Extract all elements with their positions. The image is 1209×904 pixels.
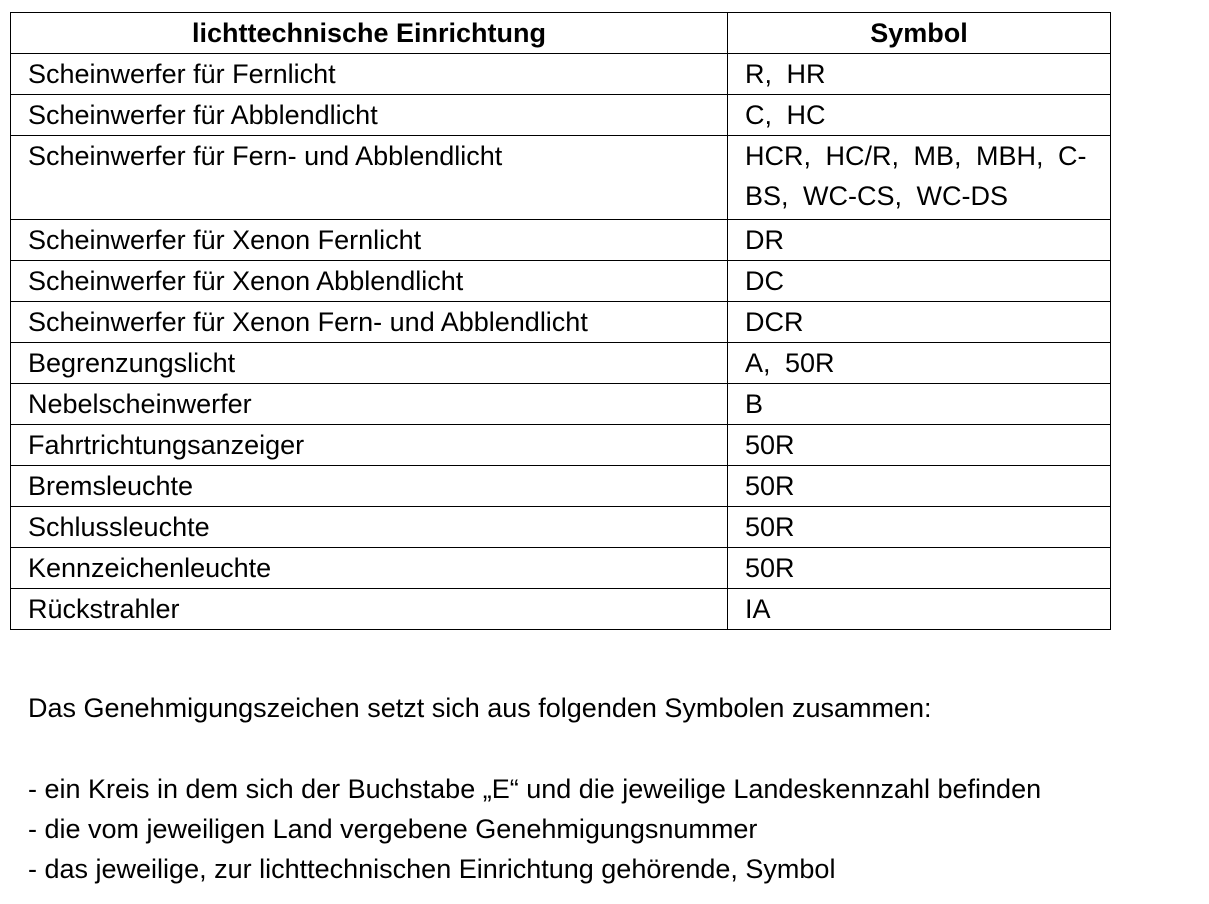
device-cell: Fahrtrichtungsanzeiger [11,425,728,466]
list-item: - ein Kreis in dem sich der Buchstabe „E“ und die jeweilige Landeskennzahl befinden [28,774,1042,804]
device-cell: Nebelscheinwerfer [11,384,728,425]
list-item: - die vom jeweiligen Land vergebene Genehmigungsnummer [28,814,758,844]
symbol-cell: DCR [728,302,1111,343]
device-cell: Bremsleuchte [11,466,728,507]
column-header-device: lichttechnische Einrichtung [11,13,728,54]
table-row [11,261,1111,302]
table-row [11,589,1111,630]
device-cell: Begrenzungslicht [11,343,728,384]
symbol-cell: 50R [728,425,1111,466]
table-row [11,302,1111,343]
table-row [11,384,1111,425]
symbol-cell: 50R [728,507,1111,548]
symbol-cell: DR [728,220,1111,261]
table-row [11,466,1111,507]
device-cell: Schlussleuchte [11,507,728,548]
table-row [11,54,1111,95]
notes-intro: Das Genehmigungszeichen setzt sich aus folgenden Symbolen zusammen: [28,693,932,723]
device-cell: Scheinwerfer für Fern- und Abblendlicht [11,136,728,220]
table-row [11,425,1111,466]
table-row [11,136,1111,220]
approval-mark-notes [28,688,1041,889]
table-header-row [11,13,1111,54]
device-cell: Scheinwerfer für Xenon Abblendlicht [11,261,728,302]
device-cell: Rückstrahler [11,589,728,630]
symbol-cell: B [728,384,1111,425]
symbol-cell: 50R [728,548,1111,589]
symbol-cell: DC [728,261,1111,302]
symbol-cell: A, 50R [728,343,1111,384]
table-row [11,95,1111,136]
symbol-cell: 50R [728,466,1111,507]
symbol-cell: HCR, HC/R, MB, MBH, C-BS, WC-CS, WC-DS [728,136,1111,220]
device-cell: Scheinwerfer für Fernlicht [11,54,728,95]
device-cell: Scheinwerfer für Xenon Fern- und Abblendlicht [11,302,728,343]
symbol-cell: IA [728,589,1111,630]
table-row [11,507,1111,548]
symbol-cell: C, HC [728,95,1111,136]
table-row [11,343,1111,384]
table-row [11,548,1111,589]
device-cell: Scheinwerfer für Abblendlicht [11,95,728,136]
notes-list [28,769,1041,889]
list-item: - das jeweilige, zur lichttechnischen Einrichtung gehörende, Symbol [28,854,836,884]
lighting-symbol-table [10,12,1111,630]
symbol-cell: R, HR [728,54,1111,95]
table-row [11,220,1111,261]
device-cell: Kennzeichenleuchte [11,548,728,589]
device-cell: Scheinwerfer für Xenon Fernlicht [11,220,728,261]
column-header-symbol: Symbol [728,13,1111,54]
